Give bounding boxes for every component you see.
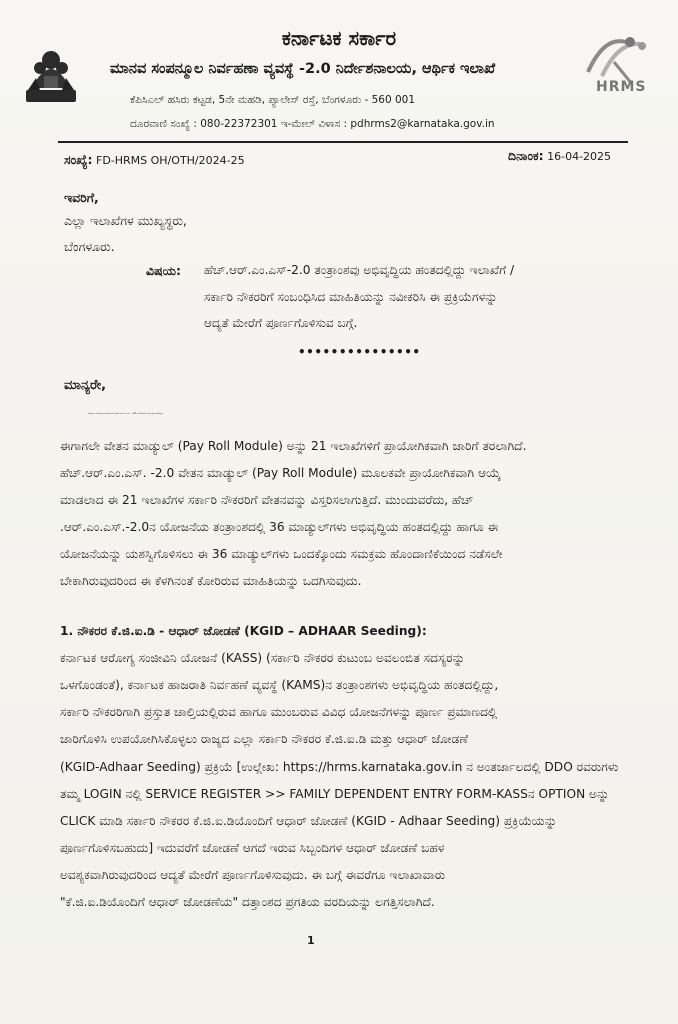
logo-caption: HRMS: [596, 79, 647, 95]
paragraph-line: ಮಾಡಲಾದ ಈ 21 ಇಲಾಖೆಗಳ ಸರ್ಕಾರಿ ನೌಕರರಿಗೆ ವೇತನವನ್ನು ವಿಸ್ತರಿಸಲಾಗುತ್ತಿದೆ. ಮುಂದುವರೆದು, ಹೆಚ್: [60, 493, 474, 507]
office-address: ಕೆಪಿಸಿಎಲ್ ಹಸಿರು ಕಟ್ಟಡ, 5ನೇ ಮಹಡಿ, ಪ್ಯಾಲೇಸ್ ರಸ್ತೆ, ಬೆಂಗಳೂರು - 560 001: [130, 94, 416, 106]
separator: •••••••••••••••: [298, 345, 421, 359]
reference-number: [64, 152, 245, 168]
date-label: ದಿನಾಂಕ:: [508, 148, 544, 163]
paragraph-line: ಜಾರಿಗೊಳಿಸಿ ಉಪಯೋಗಿಸಿಕೊಳ್ಳಲು ರಾಜ್ಯದ ಎಲ್ಲಾ ಸರ್ಕಾರಿ ನೌಕರರ ಕೆ.ಜಿ.ಐ.ಡಿ ಮತ್ತು ಆಧಾರ್ ಜೋಡಣೆ: [60, 732, 469, 746]
salutation: ಮಾನ್ಯರೇ,: [64, 378, 107, 393]
paragraph-line: ಬೇಕಾಗಿರುವುದರಿಂದ ಈ ಕೆಳಗಿನಂತೆ ಕೋರಿರುವ ಮಾಹಿತಿಯನ್ನು ಒದಗಿಸುವುದು.: [60, 574, 362, 588]
addressee-line: ಎಲ್ಲಾ ಇಲಾಖೆಗಳ ಮುಖ್ಯಸ್ಥರು,: [64, 213, 187, 228]
paragraph-line: ಮೇಲ್ಕಂಡ ವಿಷಯಕ್ಕೆ ಸಂಬಂಧಿಸಿದಂತೆ, ಹೆಚ್.ಆರ್.ಎಂ.ಎಸ್. - 2.0 ಯೋಜನೆಯು ಅಭಿವೃದ್ಧಿ ಹಂತದಲ್ಲಿದ್ದು: [88, 412, 164, 415]
paragraph-line: ಕರ್ನಾಟಕ ಆರೋಗ್ಯ ಸಂಜೀವಿನಿ ಯೋಜನೆ (KASS) (ಸರ್ಕಾರಿ ನೌಕರರ ಕುಟುಂಬ ಅವಲಂಬಿತ ಸದಸ್ಯರನ್ನು: [60, 651, 465, 665]
paragraph-line: ಒಳಗೊಂಡಂತೆ), ಕರ್ನಾಟಕ ಹಾಜರಾತಿ ನಿರ್ವಹಣೆ ವ್ಯವಸ್ಥೆ (KAMS)ನ ತಂತ್ರಾಂಶಗಳು ಅಭಿವೃದ್ಧಿಯ ಹಂತದಲ್ಲಿದ್ದು,: [60, 678, 499, 692]
paragraph-line: ಪೂರ್ಣಗೊಳಿಸಬಹುದು] ಇದುವರೆಗೆ ಜೋಡಣೆ ಆಗದೆ ಇರುವ ಸಿಬ್ಬಂದಿಗಳ ಆಧಾರ್ ಜೋಡಣೆ ಬಹಳ: [60, 841, 445, 855]
subject-line: ಸರ್ಕಾರಿ ನೌಕರರಿಗೆ ಸಂಬಂಧಿಸಿದ ಮಾಹಿತಿಯನ್ನು ನವೀಕರಿಸಿ ಈ ಪ್ರಕ್ರಿಯೆಗಳನ್ನು: [204, 290, 498, 304]
subject-label: ವಿಷಯ:: [146, 263, 181, 278]
reference-label: ಸಂಖ್ಯೆ:: [64, 152, 93, 167]
paragraph-line: .ಆರ್.ಎಂ.ಎಸ್.-2.0ನ ಯೋಜನೆಯ ತಂತ್ರಾಂಶದಲ್ಲಿ 36 ಮಾಡ್ಯುಲ್‌ಗಳು ಅಭಿವೃದ್ಧಿಯ ಹಂತದಲ್ಲಿದ್ದು ಹಾಗೂ ಈ: [60, 520, 499, 534]
paragraph-line: ಈಗಾಗಲೇ ವೇತನ ಮಾಡ್ಯುಲ್ (Pay Roll Module) ಅನ್ನು 21 ಇಲಾಖೆಗಳಿಗೆ ಪ್ರಾಯೋಗಿಕವಾಗಿ ಜಾರಿಗೆ ತರಲಾಗಿದೆ.: [60, 439, 527, 453]
addressee-label: ಇವರಿಗೆ,: [64, 190, 99, 205]
paragraph-line: ಸರ್ಕಾರಿ ನೌಕರರಿಗಾಗಿ ಪ್ರಸ್ತುತ ಚಾಲ್ತಿಯಲ್ಲಿರುವ ಹಾಗೂ ಮುಂಬರುವ ವಿವಿಧ ಯೋಜನೆಗಳನ್ನು ಪೂರ್ಣ ಪ್ರಮಾಣದಲ್ಲಿ: [60, 705, 498, 719]
paragraph-line: ಹೆಚ್.ಆರ್.ಎಂ.ಎಸ್. -2.0 ವೇತನ ಮಾಡ್ಯುಲ್ (Pay Roll Module) ಮೂಲಕವೇ ಪ್ರಾಯೋಗಿಕವಾಗಿ ಆಯ್ಕೆ: [60, 466, 501, 480]
government-title: ಕರ್ನಾಟಕ ಸರ್ಕಾರ: [281, 26, 397, 50]
paragraph-line: CLICK ಮಾಡಿ ಸರ್ಕಾರಿ ನೌಕರರ ಕೆ.ಜಿ.ಐ.ಡಿಯೊಂದಿಗೆ ಆಧಾರ್ ಜೋಡಣೆ (KGID - Adhaar Seeding) ಪ್ರಕ್ರಿಯೆಯನ್ನು: [60, 814, 557, 828]
subject-line: ಹೆಚ್.ಆರ್.ಎಂ.ಎಸ್-2.0 ತಂತ್ರಾಂಶವು ಅಭಿವೃದ್ಧಿಯ ಹಂತದಲ್ಲಿದ್ದು ಇಲಾಖೆಗೆ /: [204, 263, 515, 277]
paragraph-line: (KGID-Adhaar Seeding) ಪ್ರಕ್ರಿಯೆ [ಉಲ್ಲೇಖ: https://hrms.karnataka.gov.in ನ ಅಂತರ್ಜಾಲದಲ್ಲಿ DDO ರವರುಗಳು: [60, 760, 619, 774]
paragraph-line: ಯೋಜನೆಯನ್ನು ಯಶಸ್ವಿಗೊಳಿಸಲು ಈ 36 ಮಾಡ್ಯುಲ್‌ಗಳು ಒಂದಕ್ಕೊಂದು ಸಮಕ್ರಮ ಹೊಂದಾಣಿಕೆಯಿಂದ ನಡೆಸಲೇ: [60, 547, 503, 561]
department-title: ಮಾನವ ಸಂಪನ್ಮೂಲ ನಿರ್ವಹಣಾ ವ್ಯವಸ್ಥೆ -2.0 ನಿರ್ದೇಶನಾಲಯ, ಆರ್ಥಿಕ ಇಲಾಖೆ: [110, 61, 496, 77]
state-emblem-icon: [22, 40, 80, 108]
contact-line: ದೂರವಾಣಿ ಸಂಖ್ಯೆ : 080-22372301 ಇ-ಮೇಲ್ ವಿಳಾಸ : pdhrms2@karnataka.gov.in: [130, 118, 495, 130]
reference-value: FD-HRMS OH/OTH/2024-25: [92, 154, 245, 167]
page-number: 1: [307, 934, 315, 947]
section-heading: 1. ನೌಕರರ ಕೆ.ಜಿ.ಐ.ಡಿ - ಆಧಾರ್ ಜೋಡಣೆ (KGID – ADHAAR Seeding):: [60, 624, 427, 638]
letter-date: [508, 148, 611, 164]
header-divider: [58, 141, 628, 143]
paragraph-line: ತಮ್ಮ LOGIN ನಲ್ಲಿ SERVICE REGISTER >> FAMILY DEPENDENT ENTRY FORM-KASSನ OPTION ಅನ್ನು: [60, 787, 610, 801]
date-value: 16-04-2025: [543, 150, 612, 163]
paragraph-line: ಅವಶ್ಯಕವಾಗಿರುವುದರಿಂದ ಆದ್ಯತೆ ಮೇರೆಗೆ ಪೂರ್ಣಗೊಳಿಸುವುದು. ಈ ಬಗ್ಗೆ ಈವರೆಗೂ ಇಲಾಖಾವಾರು: [60, 868, 446, 882]
paragraph-line: "ಕೆ.ಜಿ.ಐ.ಡಿಯೊಂದಿಗೆ ಆಧಾರ್ ಜೋಡಣೆಯ" ದತ್ತಾಂಶದ ಪ್ರಗತಿಯ ವರದಿಯನ್ನು ಲಗತ್ತಿಸಲಾಗಿದೆ.: [60, 895, 435, 909]
subject-line: ಆದ್ಯತೆ ಮೇರೆಗೆ ಪೂರ್ಣಗೊಳಿಸುವ ಬಗ್ಗೆ.: [204, 316, 358, 330]
addressee-city: ಬೆಂಗಳೂರು.: [64, 239, 115, 254]
